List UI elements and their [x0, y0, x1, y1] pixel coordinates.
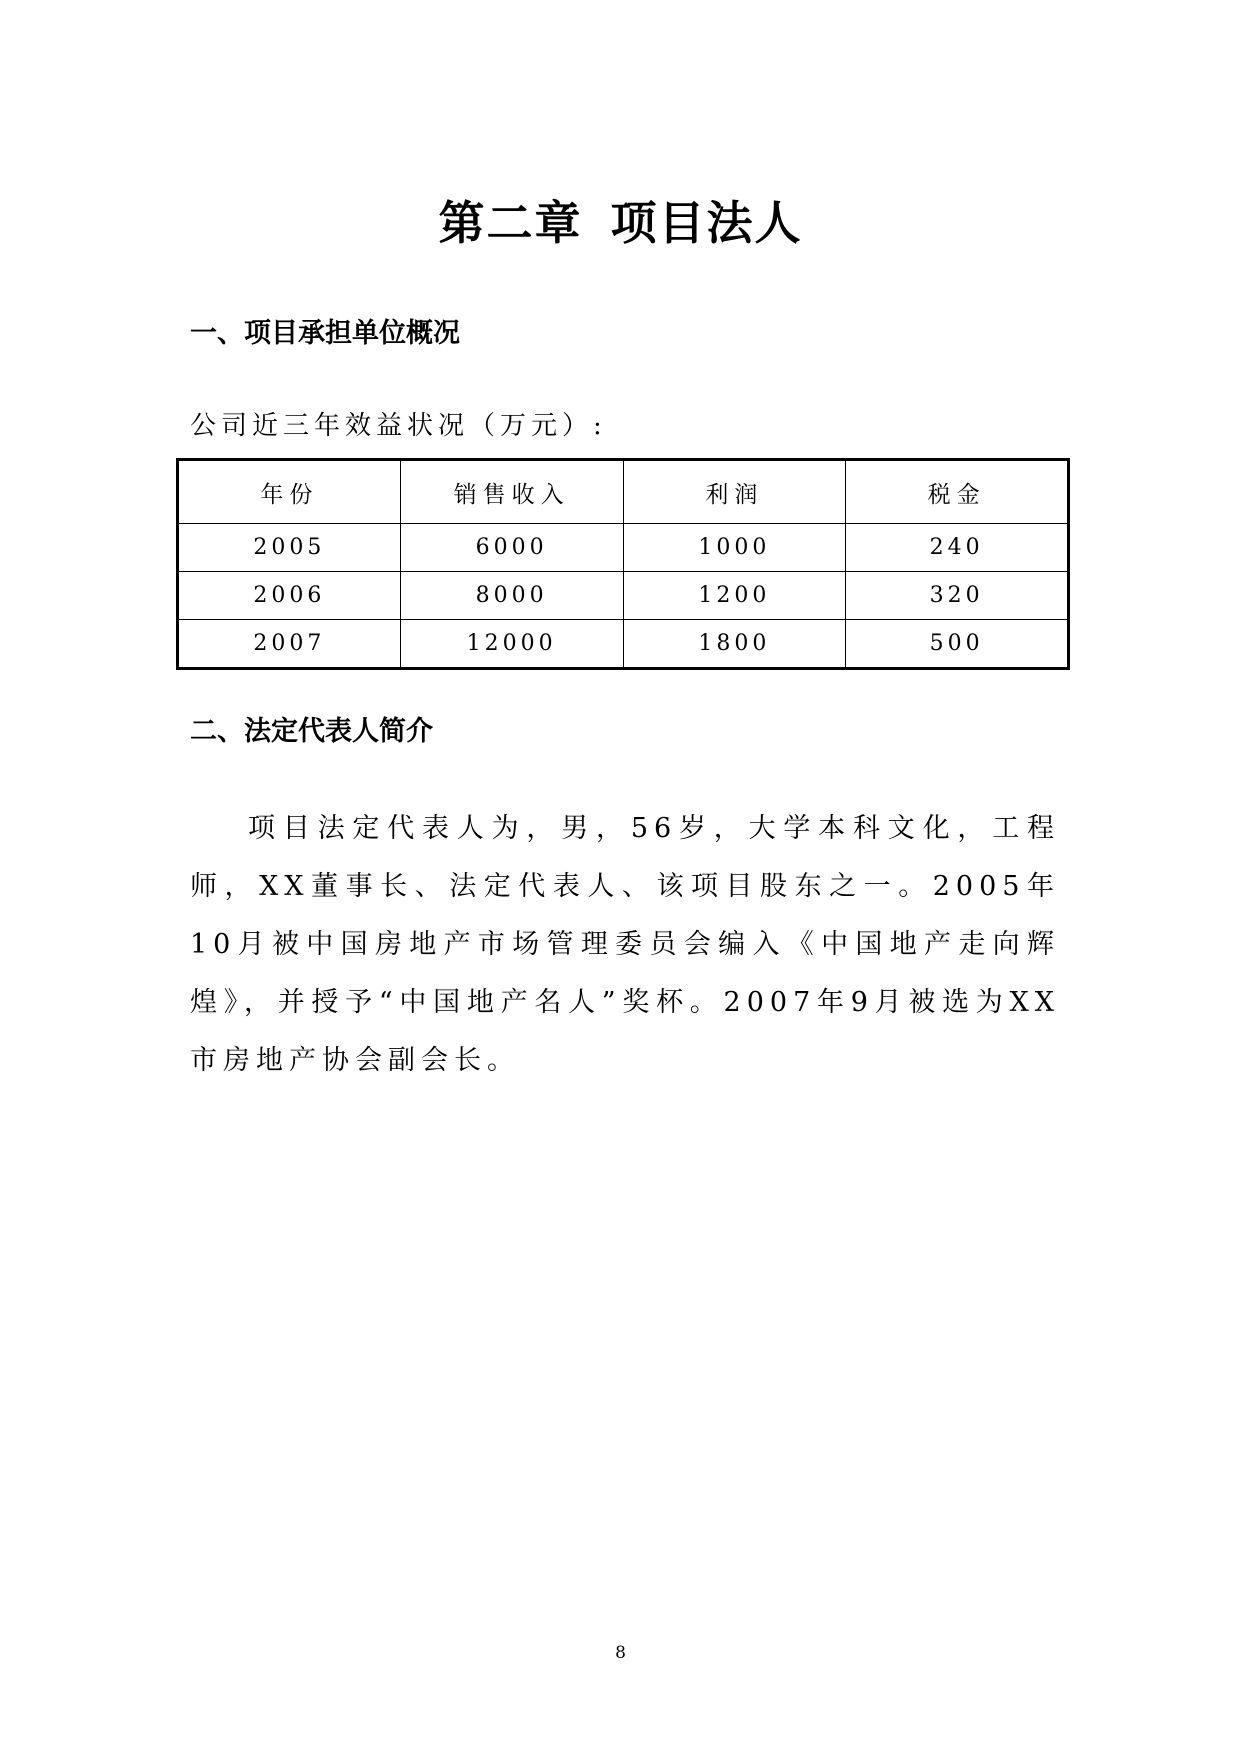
- table-cell: 500: [846, 620, 1069, 669]
- table-cell: 240: [846, 524, 1069, 572]
- table-header-cell: 利润: [623, 460, 846, 524]
- benefit-table: [176, 458, 1070, 670]
- section-heading-company-overview: 一、项目承担单位概况: [190, 318, 460, 349]
- table-cell: 1000: [623, 524, 846, 572]
- table-cell: 2006: [178, 572, 401, 620]
- table-caption: 公司近三年效益状况（万元）:: [190, 411, 607, 441]
- table-cell: 2007: [178, 620, 401, 669]
- table-cell: 1800: [623, 620, 846, 669]
- table-header-row: [178, 460, 1069, 524]
- table-header-cell: 销售收入: [400, 460, 623, 524]
- table-cell: 6000: [400, 524, 623, 572]
- table-cell: 320: [846, 572, 1069, 620]
- legal-representative-paragraph: 项目法定代表人为，男，56岁，大学本科文化，工程师，XX董事长、法定代表人、该项目股东之一。2005年10月被中国房地产市场管理委员会编入《中国地产走向辉煌》，并授予“中国地产名人”奖杯。2007年9月被选为XX市房地产协会副会长。: [190, 813, 1060, 1076]
- table-cell: 12000: [400, 620, 623, 669]
- page-number: 8: [615, 1643, 626, 1663]
- section-heading-legal-representative: 二、法定代表人简介: [190, 716, 433, 747]
- table-row: [178, 524, 1069, 572]
- chapter-label: 第二章: [438, 196, 583, 250]
- chapter-title: [0, 193, 1241, 253]
- table-row: [178, 572, 1069, 620]
- table-row: [178, 620, 1069, 669]
- table-cell: 8000: [400, 572, 623, 620]
- table-cell: 2005: [178, 524, 401, 572]
- table-header-cell: 年份: [178, 460, 401, 524]
- table-header-cell: 税金: [846, 460, 1069, 524]
- table-cell: 1200: [623, 572, 846, 620]
- chapter-name: 项目法人: [610, 196, 803, 250]
